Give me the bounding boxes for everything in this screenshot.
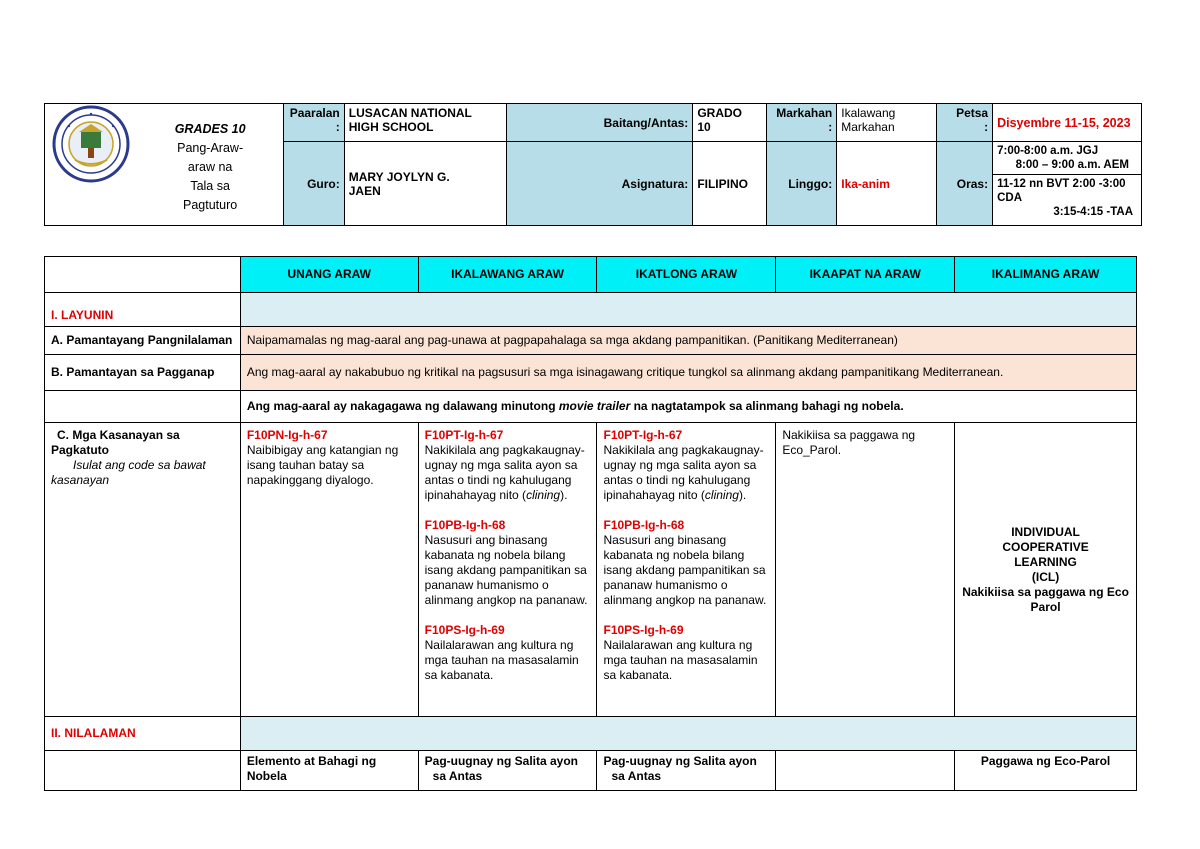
day-5-content: Paggawa ng Eco-Parol bbox=[955, 751, 1137, 791]
oras-value: 7:00-8:00 a.m. JGJ 8:00 – 9:00 a.m. AEM 11-12 nn BVT 2:00 -3:00 CDA 3:15-4:15 -TAA bbox=[993, 142, 1142, 226]
day-3-content: Pag-uugnay ng Salita ayon sa Antas bbox=[597, 751, 776, 791]
guro-label: Guro: bbox=[283, 142, 344, 226]
logo-cell bbox=[45, 104, 138, 226]
markahan-label: Markahan : bbox=[767, 104, 837, 142]
linggo-label: Linggo: bbox=[767, 142, 837, 226]
day-3-competency: F10PT-Ig-h-67 Nakikilala ang pagkakaugnay-ugnay ng mga salita ayon sa antas o tindi ng kahulugang ipinahahayag nito (clining). F10PB-Ig-h-68 Nasusuri ang binasang kabanata ng nobela bilang isang akdang pampanitikan sa pananaw humanismo o alinmang angkop na pananaw. F10PS-Ig-h-69 Nailalarawan ang kultura ng mga tauhan na masasalamin sa kabanata. bbox=[597, 423, 776, 717]
column-header-day-5: IKALIMANG ARAW bbox=[955, 257, 1137, 293]
doc-title-line-3: Tala sa bbox=[190, 179, 230, 193]
asignatura-value: FILIPINO bbox=[693, 142, 767, 226]
guro-value: MARY JOYLYN G. JAEN bbox=[344, 142, 506, 226]
markahan-value: Ikalawang Markahan bbox=[837, 104, 937, 142]
oras-label: Oras: bbox=[937, 142, 993, 226]
paaralan-label: Paaralan : bbox=[283, 104, 344, 142]
petsa-value: Disyembre 11-15, 2023 bbox=[993, 104, 1142, 142]
movie-trailer-objective: Ang mag-aaral ay nakagagawa ng dalawang minutong movie trailer na nagtatampok sa alinmang bahagi ng nobela. bbox=[240, 391, 1136, 423]
doc-title-line-2: araw na bbox=[187, 160, 233, 174]
pamantayan-sa-pagganap-text: Ang mag-aaral ay nakabubuo ng kritikal na pagsusuri sa mga isinagawang critique tungkol sa alinmang akdang pampanitikang Mediterranean. bbox=[240, 355, 1136, 391]
paaralan-value: LUSACAN NATIONAL HIGH SCHOOL bbox=[344, 104, 506, 142]
document-title-cell bbox=[137, 104, 283, 226]
column-header-day-2: IKALAWANG ARAW bbox=[418, 257, 597, 293]
day-4-competency: Nakikiisa sa paggawa ng Eco_Parol. bbox=[776, 423, 955, 717]
nilalaman-heading: II. NILALAMAN bbox=[45, 717, 241, 751]
petsa-label: Petsa : bbox=[937, 104, 993, 142]
column-header-day-1: UNANG ARAW bbox=[240, 257, 418, 293]
grades-label: GRADES 10 bbox=[174, 122, 246, 136]
school-seal-icon bbox=[51, 104, 131, 184]
pamantayang-pangnilalaman-label: A. Pamantayang Pangnilalaman bbox=[45, 327, 241, 355]
layunin-band bbox=[240, 293, 1136, 327]
baitang-value: GRADO 10 bbox=[693, 104, 767, 142]
lesson-plan-table bbox=[44, 256, 1137, 791]
corner-cell bbox=[45, 257, 241, 293]
pamantayang-pangnilalaman-text: Naipamamalas ng mag-aaral ang pag-unawa at pagpapahalaga sa mga akdang pampanitikan. (Panitikang Mediterranean) bbox=[240, 327, 1136, 355]
day-4-content bbox=[776, 751, 955, 791]
header-table bbox=[44, 103, 1142, 226]
nilalaman-label-cell bbox=[45, 751, 241, 791]
nilalaman-band bbox=[240, 717, 1136, 751]
pamantayan-sa-pagganap-label: B. Pamantayan sa Pagganap bbox=[45, 355, 241, 391]
blank-label-cell bbox=[45, 391, 241, 423]
day-5-competency: INDIVIDUAL COOPERATIVE LEARNING (ICL) Nakikiisa sa paggawa ng Eco Parol bbox=[955, 423, 1137, 717]
mga-kasanayan-label: C. Mga Kasanayan sa Pagkatuto Isulat ang code sa bawat kasanayan bbox=[45, 423, 241, 717]
baitang-label: Baitang/Antas: bbox=[506, 104, 693, 142]
column-header-day-4: IKAAPAT NA ARAW bbox=[776, 257, 955, 293]
asignatura-label: Asignatura: bbox=[506, 142, 693, 226]
doc-title-line-1: Pang-Araw- bbox=[177, 141, 244, 155]
day-1-content: Elemento at Bahagi ng Nobela bbox=[240, 751, 418, 791]
linggo-value: Ika-anim bbox=[837, 142, 937, 226]
doc-title-line-4: Pagtuturo bbox=[183, 198, 238, 212]
day-1-competency: F10PN-Ig-h-67 Naibibigay ang katangian ng isang tauhan batay sa napakinggang diyalogo. bbox=[240, 423, 418, 717]
column-header-day-3: IKATLONG ARAW bbox=[597, 257, 776, 293]
day-2-competency: F10PT-Ig-h-67 Nakikilala ang pagkakaugnay-ugnay ng mga salita ayon sa antas o tindi ng kahulugang ipinahahayag nito (clining). F10PB-Ig-h-68 Nasusuri ang binasang kabanata ng nobela bilang isang akdang pampanitikan sa pananaw humanismo o alinmang angkop na pananaw. F10PS-Ig-h-69 Nailalarawan ang kultura ng mga tauhan na masasalamin sa kabanata. bbox=[418, 423, 597, 717]
layunin-heading: I. LAYUNIN bbox=[45, 293, 241, 327]
day-2-content: Pag-uugnay ng Salita ayon sa Antas bbox=[418, 751, 597, 791]
